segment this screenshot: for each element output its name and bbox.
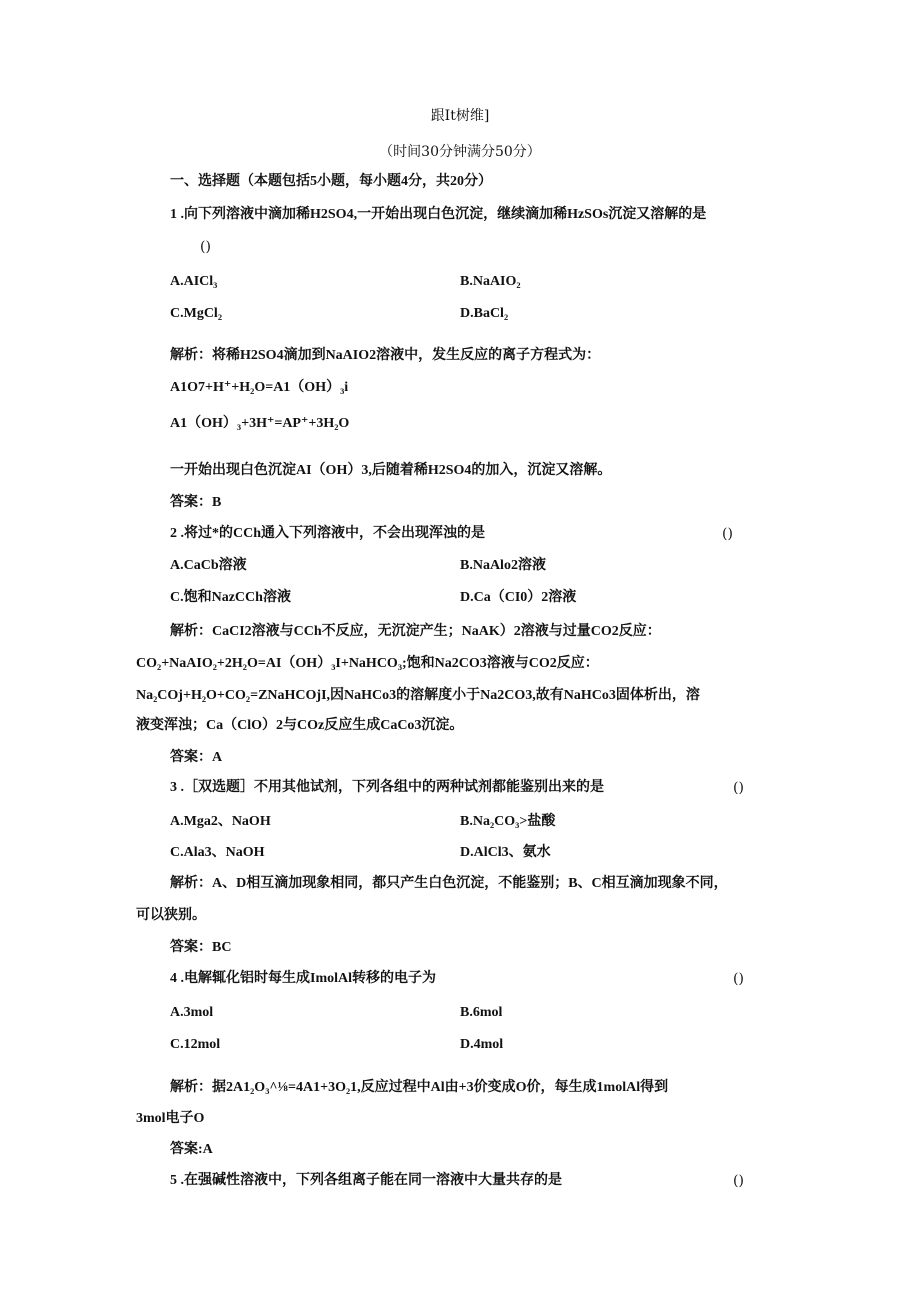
question-1-analysis-line: 一开始出现白色沉淀AI（OH）3,后随着稀H2SO4的加入，沉淀又溶解。	[170, 463, 612, 478]
question-3-option-b: B.Na₂CO₃>盐酸	[460, 814, 556, 829]
question-2-option-d: D.Ca（CI0）2溶液	[460, 590, 577, 605]
question-4-analysis-line: 3mol电子O	[136, 1111, 205, 1126]
question-1-option-b: B.NaAIO₂	[460, 274, 521, 289]
question-2-answer: 答案：A	[170, 750, 223, 765]
question-4-stem: 4 .电解辄化铝时每生成ImolAl转移的电子为	[170, 971, 436, 986]
question-4-answer-paren: ()	[733, 971, 744, 987]
question-4-analysis-line: 解析：据2A1₂O₃^⅛=4A1+3O₂1,反应过程中Al由+3价变成O价，每生成1molAl得到	[170, 1080, 669, 1095]
question-4-answer: 答案:A	[170, 1142, 213, 1157]
question-2-stem: 2 .将过*的CCh通入下列溶液中，不会出现浑浊的是	[170, 526, 486, 541]
doc-title: 跟It树维]	[430, 108, 490, 124]
question-3-option-a: A.Mga2、NaOH	[170, 814, 271, 829]
question-2-analysis-line: Na₂COj+H₂O+CO₂=ZNaHCOjI,因NaHCo3的溶解度小于Na2CO3,故有NaHCo3固体析出，溶	[136, 688, 700, 703]
question-1-option-d: D.BaCl₂	[460, 306, 509, 321]
question-2-option-b: B.NaAlo2溶液	[460, 558, 546, 573]
question-2-analysis-line: CO₂+NaAIO₂+2H₂O=AI（OH）₃I+NaHCO₃;饱和Na2CO3溶液与CO2反应：	[136, 656, 599, 671]
question-1-option-a: A.AICl₃	[170, 274, 218, 289]
question-1-option-c: C.MgCl₂	[170, 306, 223, 321]
question-3-option-d: D.AlCl3、氨水	[460, 845, 551, 860]
question-3-answer-paren: ()	[733, 780, 744, 796]
question-5-stem: 5 .在强碱性溶液中，下列各组离子能在同一溶液中大量共存的是	[170, 1173, 562, 1188]
question-3-analysis-line: 可以狭别。	[136, 908, 206, 923]
question-1-answer-paren: ()	[200, 239, 211, 255]
question-3-stem: 3 .［双选题］不用其他试剂，下列各组中的两种试剂都能鉴别出来的是	[170, 780, 604, 795]
question-1-analysis-line: A1（OH）₃+3H⁺=AP⁺+3H₂O	[170, 416, 350, 431]
question-4-option-a: A.3mol	[170, 1005, 214, 1020]
question-1-stem: 1 .向下列溶液中滴加稀H2SO4,一开始出现白色沉淀，继续滴加稀HzSOs沉淀又溶解的是	[170, 207, 707, 222]
question-3-answer: 答案：BC	[170, 940, 232, 955]
question-2-option-c: C.饱和NazCCh溶液	[170, 590, 291, 605]
question-5-answer-paren: ()	[733, 1173, 744, 1189]
question-4-option-c: C.12mol	[170, 1037, 221, 1052]
question-1-analysis-line: 解析：将稀H2SO4滴加到NaAIO2溶液中，发生反应的离子方程式为：	[170, 348, 601, 363]
question-1-analysis-line: A1O7+H⁺+H₂O=A1（OH）₃i	[170, 380, 349, 395]
question-2-analysis-line: 液变浑浊；Ca（ClO）2与COz反应生成CaCo3沉淀。	[136, 718, 464, 733]
question-1-answer: 答案：B	[170, 495, 222, 510]
question-2-analysis-line: 解析：CaCI2溶液与CCh不反应，无沉淀产生；NaAK）2溶液与过量CO2反应：	[170, 624, 661, 639]
section-heading: 一、选择题（本题包括5小题，每小题4分，共20分）	[170, 174, 492, 189]
question-3-option-c: C.Ala3、NaOH	[170, 845, 265, 860]
question-4-option-d: D.4mol	[460, 1037, 504, 1052]
question-2-option-a: A.CaCb溶液	[170, 558, 247, 573]
question-3-analysis-line: 解析：A、D相互滴加现象相同，都只产生白色沉淀，不能鉴别；B、C相互滴加现象不同，	[170, 876, 728, 891]
question-2-answer-paren: ()	[722, 526, 733, 542]
time-score-note: （时间30分钟满分50分）	[379, 144, 541, 160]
question-4-option-b: B.6mol	[460, 1005, 503, 1020]
